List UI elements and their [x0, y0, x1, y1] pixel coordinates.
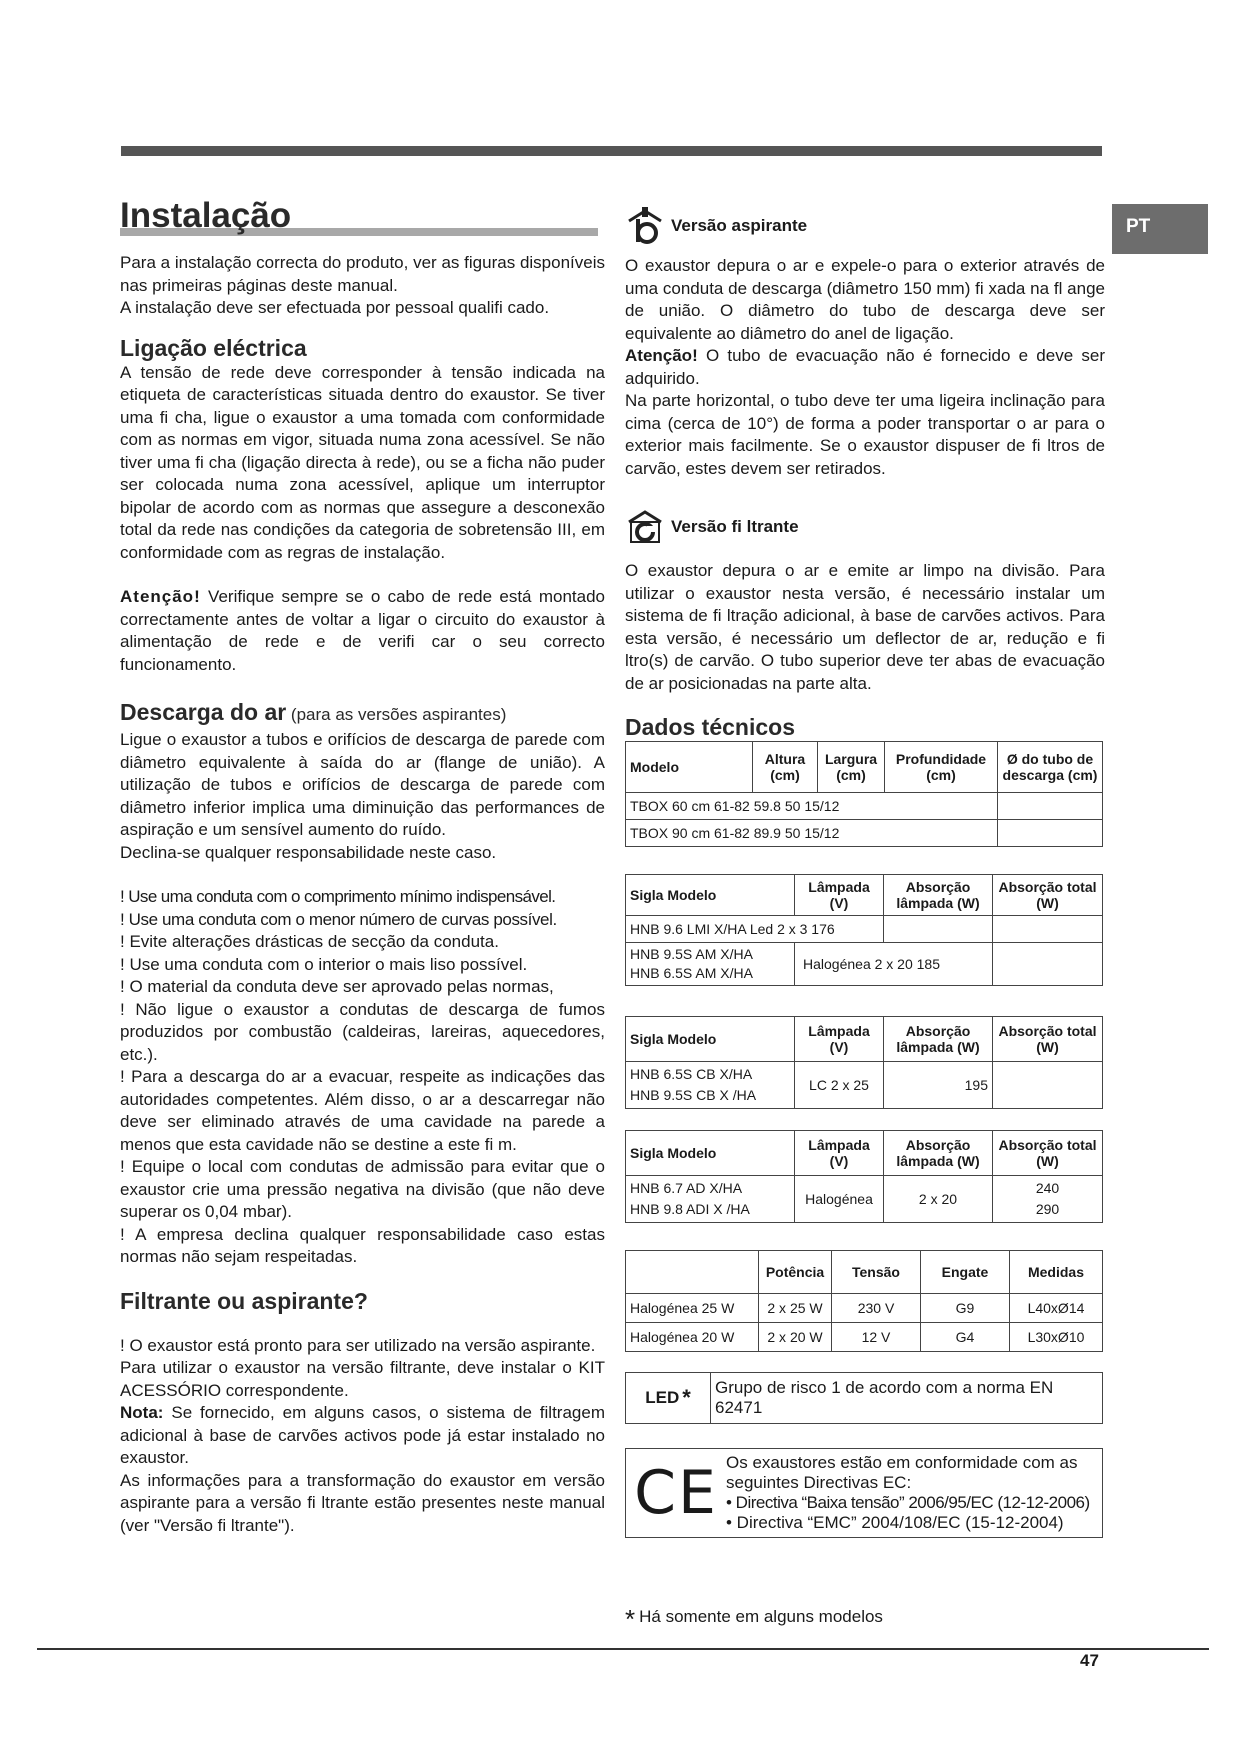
- aspirante-icon: [625, 207, 665, 245]
- language-tab: PT: [1112, 204, 1208, 254]
- aspirante-text-2: Na parte horizontal, o tubo deve ter uma ligeira inclinação para cima (cerca de 10°) de forma a poder transportar o ar para o exterior mais facilmente. Se o exaustor dispuser de fi ltros de carvão, estes devem ser retirados.: [625, 391, 1105, 478]
- led-text: Grupo de risco 1 de acordo com a norma EN 62471: [715, 1378, 1054, 1417]
- warning-item: ! A empresa declina qualquer responsabilidade caso estas normas não sejam respeitadas.: [120, 1224, 605, 1266]
- led-box: [625, 1372, 1103, 1424]
- table-row: HNB 9.5S AM X/HA HNB 6.5S AM X/HA Halogénea 2 x 20 185: [626, 943, 1103, 986]
- table-row: HNB 9.6 LMI X/HA Led 2 x 3 176: [626, 916, 1103, 943]
- section-title-filtrante: Filtrante ou aspirante?: [120, 1287, 368, 1314]
- table-row: TBOX 60 cm 61-82 59.8 50 15/12: [626, 793, 1103, 820]
- aspirante-text: O exaustor depura o ar e expele-o para o exterior através de uma conduta de descarga (diâmetro 150 mm) fi xada na fl ange de união. O diâmetro do tubo de descarga deve ser equivalente ao diâmetro do anel de ligação.: [625, 256, 1105, 343]
- section-title-ligacao: Ligação eléctrica: [120, 334, 307, 361]
- ce-text: Os exaustores estão em conformidade com as seguintes Directivas EC: • Directiva “Baixa tensão” 2006/95/EC (12-12-2006) • Directiva “EMC” 2004/108/EC (15-12-2004): [726, 1453, 1090, 1532]
- warnings-list: [120, 886, 605, 1269]
- table-row: TBOX 90 cm 61-82 89.9 50 15/12: [626, 820, 1103, 847]
- nota-paragraph: Nota: Se fornecido, em alguns casos, o sistema de filtragem adicional à base de carvões activos pode já estar instalado no exaustor.: [120, 1403, 605, 1467]
- filtrante-text-2: Para utilizar o exaustor na versão filtrante, deve instalar o KIT ACESSÓRIO correspondente.: [120, 1358, 605, 1400]
- atencao-paragraph: Atenção! Verifique sempre se o cabo de rede está montado correctamente antes de voltar a ligar o circuito do exaustor à alimentação de rede e de verifi car o seu correcto funcionamento.: [120, 587, 605, 674]
- section-title-descarga: Descarga do ar (para as versões aspirantes): [120, 699, 507, 725]
- table-header-row: Modelo Altura (cm) Largura (cm) Profundidade (cm) Ø do tubo de descarga (cm): [626, 742, 1103, 793]
- table-row: Halogénea 25 W 2 x 25 W 230 V G9 L40xØ14: [626, 1294, 1103, 1323]
- footnote: * Há somente em alguns modelos: [625, 1604, 883, 1634]
- table-header-row: Sigla Modelo Lâmpada (V) Absorção lâmpada (W) Absorção total (W): [626, 875, 1103, 916]
- atencao-label: Atenção!: [120, 587, 201, 606]
- table-lamp-1: [625, 874, 1103, 986]
- table-row: HNB 6.5S CB X/HA HNB 9.5S CB X /HA LC 2 x 25 195: [626, 1062, 1103, 1109]
- table-lamp-3: [625, 1130, 1103, 1223]
- page-title: Instalação: [120, 196, 605, 240]
- warning-item: ! O material da conduta deve ser aprovado pelas normas,: [120, 977, 554, 996]
- filtrante-text: O exaustor depura o ar e emite ar limpo na divisão. Para utilizar o exaustor nesta versão, é necessário instalar um sistema de fi ltração adicional, à base de carvões activos. Para esta versão, é necessário um deflector de ar, redução e fi ltro(s) de carvão. O tubo superior deve ter abas de evacuação de ar posicionadas na parte alta.: [625, 561, 1105, 693]
- led-label-cell: LED *: [626, 1373, 711, 1423]
- left-column: [120, 196, 605, 1537]
- footer-rule: [37, 1648, 1209, 1650]
- table-header-row: Sigla Modelo Lâmpada (V) Absorção lâmpada (W) Absorção total (W): [626, 1017, 1103, 1062]
- warning-item: ! Use uma conduta com o menor número de curvas possível.: [120, 909, 557, 929]
- table-header-row: Sigla Modelo Lâmpada (V) Absorção lâmpada (W) Absorção total (W): [626, 1131, 1103, 1176]
- page-number: 47: [1080, 1651, 1099, 1670]
- right-column: [625, 207, 1105, 741]
- aspirante-atencao: Atenção! O tubo de evacuação não é fornecido e deve ser adquirido.: [625, 346, 1105, 388]
- nota-label: Nota:: [120, 1403, 164, 1422]
- section-title-dados: Dados técnicos: [625, 714, 795, 740]
- ce-box: [625, 1448, 1103, 1538]
- filtrante-icon: [625, 508, 665, 546]
- top-rule: [121, 146, 1102, 156]
- table-header-row: Potência Tensão Engate Medidas: [626, 1251, 1103, 1294]
- warning-item: ! Equipe o local com condutas de admissão para evitar que o exaustor crie uma pressão negativa na divisão (que não deve superar os 0,04 mbar).: [120, 1157, 605, 1221]
- ligacao-text: A tensão de rede deve corresponder à tensão indicada na etiqueta de características situada dentro do exaustor. Se tiver uma fi cha, ligue o exaustor a uma tomada com conformidade com as normas em vigor, situada numa zona acessível. Se não tiver uma fi cha (ligação directa à rede), ou se a ficha não puder ser colocada numa zona acessível, aplique um interruptor bipolar de acordo com as normas que assegure a desconexão total da rede nas condições da categoria de sobretensão III, em conformidade com as regras de instalação.: [120, 362, 605, 562]
- filtrante-heading: Versão fi ltrante: [625, 508, 1105, 546]
- ce-mark-logo: CE: [634, 1458, 718, 1528]
- filtrante-text-3: As informações para a transformação do exaustor em versão aspirante para a versão fi ltrante estão presentes neste manual (ver "Versão fi ltrante").: [120, 1470, 605, 1535]
- warning-item: ! Use uma conduta com o interior o mais liso possível.: [120, 954, 528, 974]
- table-lamps-specs: [625, 1250, 1103, 1352]
- table-dimensions: [625, 741, 1103, 847]
- descarga-text-2: Declina-se qualquer responsabilidade neste caso.: [120, 842, 497, 862]
- warning-item: ! Para a descarga do ar a evacuar, respeite as indicações das autoridades competentes. Além disso, o ar a descarregar não deve ser eliminado através de uma cavidade na parede a menos que esta cavidade não se destine a este fi m.: [120, 1067, 605, 1154]
- table-row: Halogénea 20 W 2 x 20 W 12 V G4 L30xØ10: [626, 1323, 1103, 1352]
- intro-paragraph-2: A instalação deve ser efectuada por pessoal qualifi cado.: [120, 298, 550, 317]
- table-lamp-2: [625, 1016, 1103, 1109]
- filtrante-text-1: ! O exaustor está pronto para ser utilizado na versão aspirante.: [120, 1335, 596, 1355]
- aspirante-heading: Versão aspirante: [625, 207, 1105, 245]
- warning-item: ! Evite alterações drásticas de secção da conduta.: [120, 932, 499, 951]
- intro-paragraph: Para a instalação correcta do produto, ver as figuras disponíveis nas primeiras páginas deste manual.: [120, 253, 605, 295]
- warning-item: ! Use uma conduta com o comprimento mínimo indispensável.: [120, 887, 556, 906]
- descarga-text: Ligue o exaustor a tubos e orifícios de descarga de parede com diâmetro equivalente à saída do ar (flange de união). A utilização de tubos e orifícios de descarga de parede com diâmetro inferior implica uma diminuição das performances de aspiração e um sensível aumento do ruído.: [120, 730, 605, 839]
- warning-item: ! Não ligue o exaustor a condutas de descarga de fumos produzidos por combustão (caldeiras, lareiras, aquecedores, etc.).: [120, 999, 605, 1064]
- table-row: HNB 6.7 AD X/HA HNB 9.8 ADI X /HA Halogénea 2 x 20 240 290: [626, 1176, 1103, 1223]
